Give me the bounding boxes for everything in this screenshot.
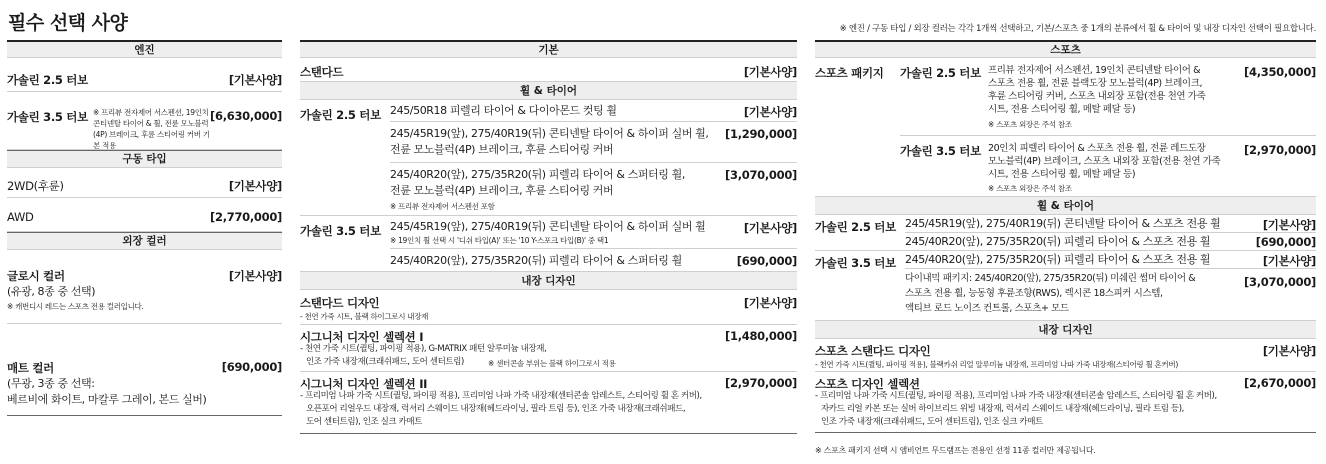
option-row[interactable] (390, 163, 797, 216)
drive-2wd-label: 2WD(후륜) (7, 179, 64, 193)
interior-header: 내장 디자인 (300, 272, 797, 290)
option-row[interactable] (905, 215, 1316, 233)
p35-text1: 20인치 피렐리 타이어 & 스포츠 전용 휠, 전륜 레드도장 (988, 143, 1206, 154)
g25-r2-text1: 245/45R19(앞), 275/40R19(뒤) 콘티넨탈 타이어 & 하이퍼 실버 휠, (390, 127, 709, 140)
g35-r1-price: [기본사양] (743, 221, 797, 235)
p35-text3: 시트, 전용 스티어링 휠, 메탈 페달 등) (988, 169, 1136, 180)
option-row[interactable] (905, 269, 1316, 321)
p25-text3: 후륜 스티어링 커버, 스포츠 내외장 포함(전용 천연 가죽 (988, 91, 1206, 102)
page-title: 필수 선택 사양 (8, 12, 128, 34)
p35-label: 가솔린 3.5 터보 (900, 144, 981, 158)
matte-price: [690,000] (221, 360, 282, 374)
drive-awd-price: [2,770,000] (210, 210, 282, 224)
engine-25-label: 가솔린 2.5 터보 (7, 73, 88, 87)
int3-desc2: 오픈포어 리얼우드 내장재, 럭셔리 스웨이드 내장재(헤드라이닝, 필라 트림 등), 인조 가죽 내장재(크래쉬패드, (306, 404, 686, 414)
g35-r2-price: [690,000] (736, 254, 797, 268)
option-row[interactable] (300, 372, 797, 434)
int1-label: 스탠다드 디자인 (300, 296, 380, 310)
p25-note: ※ 스포츠 외장은 주석 참조 (988, 120, 1072, 129)
option-row[interactable] (815, 339, 1316, 372)
drive-awd-label: AWD (7, 210, 34, 224)
gloss-price: [기본사양] (228, 269, 282, 283)
g25-r2-price: [1,290,000] (725, 127, 797, 141)
sports-wheel-header: 휠 & 타이어 (815, 197, 1316, 215)
top-note: ※ 엔진 / 구동 타입 / 외장 컬러는 각각 1개씩 선택하고, 기본/스포츠 중 1개의 분류에서 휠 & 타이어 및 내장 디자인 선택이 필요합니다. (839, 24, 1316, 34)
g35-r2-text: 245/40R20(앞), 275/35R20(뒤) 피렐리 타이어 & 스퍼터링 휠 (390, 254, 682, 267)
engine-header: 엔진 (7, 40, 282, 58)
w25-label: 가솔린 2.5 터보 (815, 220, 896, 234)
footnote: ※ 스포츠 패키지 선택 시 앰비언트 무드램프는 전용인 선정 11종 컬러만 제공됩니다. (815, 446, 1096, 455)
drive-2wd-price: [기본사양] (228, 179, 282, 193)
p35-text2: 모노블럭(4P) 브레이크, 스포츠 내외장 포함(전용 천연 가죽 (988, 156, 1221, 167)
int2-label: 시그니처 디자인 셀렉션 I (300, 330, 424, 344)
p25-text4: 시트, 전용 스티어링 휠, 메탈 페달 등) (988, 104, 1136, 115)
w35-label: 가솔린 3.5 터보 (815, 256, 896, 270)
option-row[interactable] (390, 122, 797, 163)
int1-desc: - 천연 가죽 시트, 블랙 하이그로시 내장재 (300, 312, 429, 321)
engine-35-price: [6,630,000] (210, 109, 282, 123)
p25-label: 가솔린 2.5 터보 (900, 66, 981, 80)
g35-r1-note: ※ 19인치 휠 선택 시 '디쉬 타입(A)' 또는 '10 Y-스포크 타입(B)' 중 택1 (390, 236, 609, 245)
engine-35-label: 가솔린 3.5 터보 (7, 110, 88, 124)
g25-r2-text2: 전륜 모노블럭(4P) 브레이크, 후륜 스티어링 커버 (390, 143, 614, 156)
int3-desc3: 도어 센터트림), 인조 실크 카매트 (306, 417, 422, 427)
standard-label: 스탠다드 (300, 65, 344, 79)
gloss-label: 글로시 컬러 (7, 269, 65, 283)
w35-r2-text2: 스포츠 전용 휠, 능동형 후륜조향(RWS), 렉시콘 18스피커 시스템, (905, 288, 1163, 299)
pkg-label: 스포츠 패키지 (815, 66, 884, 80)
matte-sub2: 베르비에 화이트, 마칼루 그레이, 본드 실버) (7, 393, 207, 406)
int1-price: [기본사양] (743, 296, 797, 310)
s-int2-desc1: - 프리미엄 나파 가죽 시트(퀼팅, 파이핑 적용), 프리미엄 나파 가죽 내장재(센터콘솔 암레스트, 스티어링 휠 혼 커버), (815, 391, 1217, 401)
g35-r1-text: 245/45R19(앞), 275/40R19(뒤) 콘티넨탈 타이어 & 하이퍼 실버 휠 (390, 220, 706, 233)
sports-column (815, 40, 1316, 433)
w35-r2-text3: 액티브 로드 노이즈 컨트롤, 스포츠+ 모드 (905, 303, 1069, 314)
w35-r2-text1: 다이내믹 패키지: 245/40R20(앞), 275/35R20(뒤) 미쉐린 썸머 타이어 & (905, 273, 1196, 284)
s-int1-price: [기본사양] (1262, 344, 1316, 358)
option-row[interactable] (900, 58, 1316, 136)
g25-r3-text1: 245/40R20(앞), 275/35R20(뒤) 피렐리 타이어 & 스퍼터링 휠, (390, 168, 685, 181)
int3-price: [2,970,000] (725, 376, 797, 390)
g35-label: 가솔린 3.5 터보 (300, 224, 381, 238)
sports-header: 스포츠 (815, 40, 1316, 58)
option-row[interactable] (815, 372, 1316, 433)
basic-header: 기본 (300, 40, 797, 58)
p35-note: ※ 스포츠 외장은 주석 참조 (988, 184, 1072, 193)
option-row[interactable] (300, 325, 797, 372)
w25-r2-text: 245/40R20(앞), 275/35R20(뒤) 피렐리 타이어 & 스포츠 전용 휠 (905, 235, 1211, 248)
s-int2-price: [2,670,000] (1244, 376, 1316, 390)
int2-price: [1,480,000] (725, 329, 797, 343)
g25-wheel-group (300, 100, 797, 216)
int3-label: 시그니처 디자인 셀렉션 II (300, 377, 428, 391)
p25-price: [4,350,000] (1244, 65, 1316, 79)
w25-r1-text: 245/45R19(앞), 275/40R19(뒤) 콘티넨탈 타이어 & 스포츠 전용 휠 (905, 217, 1221, 230)
sports-package-group (815, 58, 1316, 197)
g25-r1-text: 245/50R18 피렐리 타이어 & 다이아몬드 컷팅 휠 (390, 104, 617, 117)
option-row[interactable] (900, 136, 1316, 197)
s-int2-desc3: 인조 가죽 내장재(크래쉬패드, 도어 센터트림), 인조 실크 카매트 (821, 417, 1043, 427)
option-row[interactable] (905, 233, 1316, 251)
w35-r1-text: 245/40R20(앞), 275/35R20(뒤) 피렐리 타이어 & 스포츠 전용 휠 (905, 253, 1211, 266)
matte-sub1: (무광, 3종 중 선택: (7, 377, 95, 390)
w25-wheel-group (815, 215, 1316, 251)
w25-r2-price: [690,000] (1255, 235, 1316, 249)
option-row[interactable] (905, 251, 1316, 269)
p35-price: [2,970,000] (1244, 143, 1316, 157)
option-row[interactable] (390, 100, 797, 122)
w35-r1-price: [기본사양] (1262, 254, 1316, 268)
color-header: 외장 컬러 (7, 232, 282, 250)
matte-label: 매트 컬러 (7, 361, 54, 375)
standard-price: [기본사양] (743, 65, 797, 79)
g35-wheel-group (300, 216, 797, 272)
s-int1-desc: - 천연 가죽 시트(퀼팅, 파이핑 적용), 블랙카쉬 리얼 알루미늄 내장재, 프리미엄 나파 가죽 내장재(스티어링 휠 혼커버) (815, 360, 1178, 369)
option-row[interactable] (300, 58, 797, 82)
w35-r2-price: [3,070,000] (1244, 275, 1316, 289)
g25-r3-note: ※ 프리뷰 전자제어 서스펜션 포함 (390, 202, 495, 211)
s-int1-label: 스포츠 스탠다드 디자인 (815, 344, 931, 358)
option-row[interactable] (300, 290, 797, 325)
basic-column (300, 40, 797, 434)
p25-text2: 스포츠 전용 휠, 전륜 블랙도장 모노블럭(4P) 브레이크, (988, 78, 1203, 89)
p25-text1: 프리뷰 전자제어 서스펜션, 19인치 콘티넨탈 타이어 & (988, 65, 1201, 76)
option-row[interactable] (7, 168, 282, 198)
int2-desc1: - 천연 가죽 시트(퀼팅, 파이핑 적용), G-MATRIX 패턴 알루미늄 내장재, (300, 344, 547, 354)
wheel-header: 휠 & 타이어 (300, 82, 797, 100)
engine-35-note: ※ 프리뷰 전자제어 서스펜션, 19인치 콘티넨탈 타이어 & 휠, 전륜 모노블럭(4P) 브레이크, 후륜 스티어링 커버 기본 적용 (93, 108, 210, 150)
gloss-sub: (유광, 8종 중 선택) (7, 285, 96, 298)
option-row[interactable] (7, 324, 282, 416)
engine-25-price: [기본사양] (228, 73, 282, 87)
g25-r3-text2: 전륜 모노블럭(4P) 브레이크, 후륜 스티어링 커버 (390, 184, 614, 197)
gloss-note: ※ 캐번디시 레드는 스포츠 전용 컬러입니다. (7, 302, 144, 311)
s-int2-label: 스포츠 디자인 셀렉션 (815, 377, 920, 391)
option-row[interactable] (7, 250, 282, 324)
int2-note: ※ 센터콘솔 부위는 블랙 하이그로시 적용 (488, 359, 616, 368)
w35-wheel-group (815, 251, 1316, 321)
engine-drive-color-column (7, 40, 282, 416)
option-row[interactable] (390, 249, 797, 272)
g25-r1-price: [기본사양] (743, 105, 797, 119)
option-row[interactable] (7, 92, 282, 150)
int3-desc1: - 프리미엄 나파 가죽 시트(퀼팅, 파이핑 적용), 프리미엄 나파 가죽 내장재(센터콘솔 암레스트, 스티어링 휠 혼 커버), (300, 391, 702, 401)
sports-interior-header: 내장 디자인 (815, 321, 1316, 339)
g25-label: 가솔린 2.5 터보 (300, 108, 381, 122)
option-row[interactable] (7, 198, 282, 232)
int2-desc2: 인조 가죽 내장재(크래쉬패드, 도어 센터트림) (306, 357, 464, 367)
w25-r1-price: [기본사양] (1262, 218, 1316, 232)
s-int2-desc2: 자카드 리얼 카본 또는 실버 하이브리드 위빙 내장재, 럭셔리 스웨이드 내장재(헤드라이닝, 필라 트림 등), (821, 404, 1184, 414)
option-row[interactable] (390, 216, 797, 249)
drive-header: 구동 타입 (7, 150, 282, 168)
g25-r3-price: [3,070,000] (725, 168, 797, 182)
option-row[interactable] (7, 58, 282, 92)
